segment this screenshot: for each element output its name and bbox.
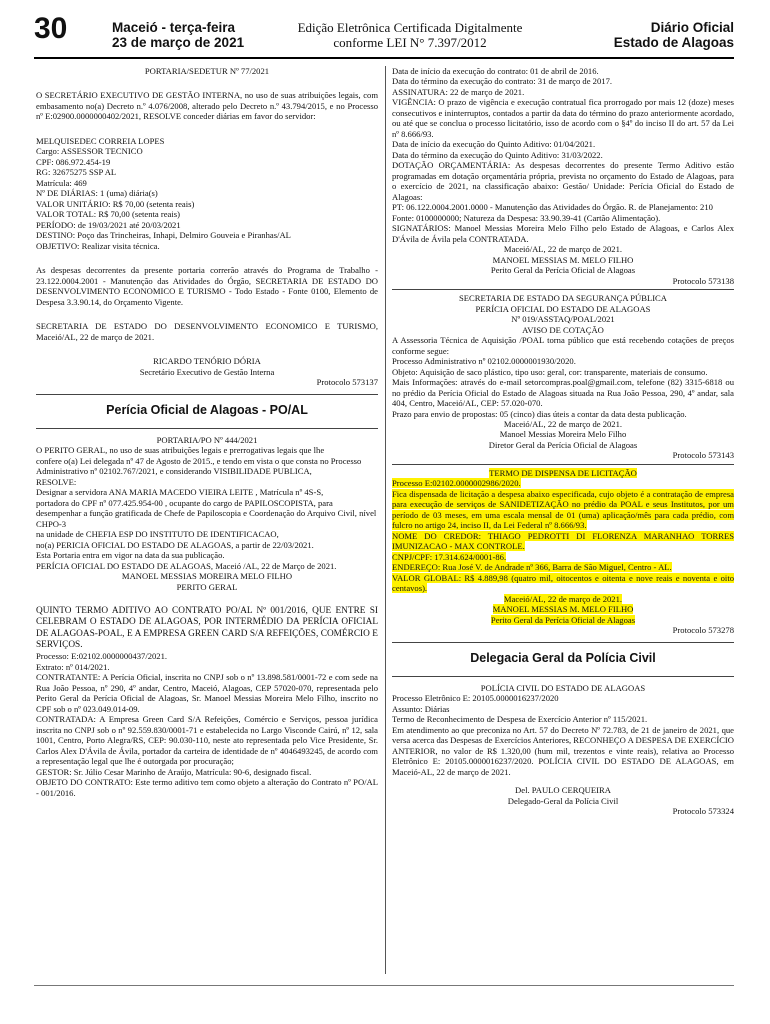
paragraph: Objeto: Aquisição de saco plástico, tipo uso: geral, cor: transparente, materiais de consumo. — [392, 366, 708, 377]
signature-name: MANOEL MESSIAS M. MELO FILHO — [492, 254, 634, 265]
article-title: PORTARIA/PO Nº 444/2021 — [156, 434, 258, 445]
text-line: Assunto: Diárias — [392, 703, 450, 714]
article-title: TERMO DE DISPENSA DE LICITAÇÃO — [489, 467, 637, 478]
text-line: na unidade de CHEFIA ESP DO INSTITUTO DE IDENTIFICACAO, — [36, 529, 279, 540]
article-divider — [392, 289, 734, 290]
section-heading: Perícia Oficial de Alagoas - PO/AL — [36, 394, 378, 429]
text-line: Matrícula: 469 — [36, 177, 87, 188]
text-line: portadora do CPF nº 077.425.954-00 , ocupante do cargo de PAPILOSCOPISTA, para desempenhar a função gratificada de Chefe de Papiloscopia e Coordenação do Arquivo Civil, nível CHPO-3 — [36, 497, 377, 529]
article-heading: Nº 019/ASSTAQ/POAL/2021 — [511, 314, 615, 325]
text-line: VALOR UNITÁRIO: R$ 70,00 (setenta reais) — [36, 198, 195, 209]
article-title: POLÍCIA CIVIL DO ESTADO DE ALAGOAS — [480, 682, 646, 693]
text-line: no(a) PERICIA OFICIAL DO ESTADO DE ALAGOAS, a partir de 22/03/2021. — [36, 539, 314, 550]
edition-note: Edição Eletrônica Certificada Digitalmente conforme LEI N° 7.397/2012 — [297, 20, 523, 50]
highlighted-text: CNPJ/CPF: 17.314.624/0001-86. — [392, 551, 507, 562]
signature-name: Manoel Messias Moreira Melo Filho — [499, 429, 627, 440]
text-line: GESTOR: Sr. Júlio Cesar Marinho de Araújo, Matrícula: 90-6, designado fiscal. — [36, 766, 312, 777]
highlighted-text: Fica dispensada de licitação a despesa abaixo especificada, cujo objeto é a contratação de empresa para execução de serviços de SANIDETIZAÇÃO no prédio da POAL e seus Institutos, por um período de 03 meses, em uma escala mensal de 01 (uma) aplicação/mês para cada prédio, com fulcro no artigo 24, inciso II, da Lei Federal nº 8.666/93. — [392, 488, 734, 531]
text-line: Esta Portaria entra em vigor na data da sua publicação. — [36, 550, 225, 561]
text-line: RESOLVE: — [36, 476, 77, 487]
article-title: PORTARIA/SEDETUR Nº 77/2021 — [144, 66, 270, 76]
article-title: QUINTO TERMO ADITIVO AO CONTRATO PO/AL Nº 001/2016, QUE ENTRE SI CELEBRAM O ESTADO DE ALAGOAS, POR INTERMÉDIO DA PERÍCIA OFICIAL DE ALAGOAS-POAL, E A EMPRESA GREEN CARD S/A REFEIÇÕES, COMÉRCIO E SERVIÇOS. — [36, 606, 378, 651]
highlighted-text: VALOR GLOBAL: R$ 4.889,98 (quatro mil, oitocentos e oitenta e nove reais e noventa e oito centavos). — [392, 572, 734, 594]
text-line: MELQUISEDEC CORREIA LOPES — [36, 135, 165, 146]
signature-role: PERITO GERAL — [176, 581, 238, 592]
termo-dispensa-licitacao — [392, 468, 734, 636]
protocol-number: Protocolo 573278 — [672, 625, 734, 636]
portaria-po — [36, 435, 378, 592]
paragraph: Prazo para envio de propostas: 05 (cinco) dias úteis a contar da data desta publicação. — [392, 408, 687, 419]
text-line: ASSINATURA: 22 de março de 2021. — [392, 86, 525, 97]
text-line: RG: 32675275 SSP AL — [36, 167, 117, 178]
text-line: Processo Administrativo nº 02102.0000001930/2020. — [392, 356, 576, 367]
paragraph: O SECRETÁRIO EXECUTIVO DE GESTÃO INTERNA, no uso de suas atribuições legais, com embasamento no(a) Decreto n.º 4.076/2008, alterado pelo Decreto n.º 43.794/2015, e no Processo nº E:02900.0000000402/2021, RESOLVE conceder diárias em favor do servidor: — [36, 90, 378, 122]
protocol-number: Protocolo 573324 — [672, 806, 734, 817]
text-line: PERÍCIA OFICIAL DO ESTADO DE ALAGOAS, Maceió /AL, 22 de Março de 2021. — [36, 560, 337, 571]
text-line: Data de início da execução do Quinto Aditivo: 01/04/2021. — [392, 139, 596, 150]
paragraph: A Assessoria Técnica de Aquisição /POAL torna público que está recebendo cotações de preços conforme segue: — [392, 335, 734, 356]
text-line: Fonte: 0100000000; Natureza da Despesa: 33.90.39-41 (Cartão Alimentação). — [392, 212, 661, 223]
text-line: OBJETIVO: Realizar visita técnica. — [36, 240, 160, 251]
protocol-number: Protocolo 573143 — [672, 450, 734, 461]
text-line: Data do término da execução do contrato: 31 de março de 2017. — [392, 76, 613, 87]
article-heading: AVISO DE COTAÇÃO — [522, 324, 604, 335]
column-divider — [385, 66, 386, 974]
right-column — [392, 66, 734, 817]
paragraph: SECRETARIA DE ESTADO DO DESENVOLVIMENTO ECONOMICO E TURISMO, Maceió/AL, 22 de março de 2021. — [36, 321, 378, 342]
page-header — [0, 0, 770, 62]
signature-name: MANOEL MESSIAS M. MELO FILHO — [492, 604, 634, 615]
text-line: O PERITO GERAL, no uso de suas atribuições legais e prerrogativas legais que lhe — [36, 445, 325, 456]
protocol-number: Protocolo 573137 — [316, 377, 378, 388]
signature-place: Maceió/AL, 22 de março de 2021. — [503, 244, 623, 255]
text-line: Processo: E:02102.0000000437/2021. — [36, 651, 168, 662]
paragraph: SIGNATÁRIOS: Manoel Messias Moreira Melo Filho pelo Estado de Alagoas, e Carlos Alex D'Ávila de Ávila pela CONTRATADA. — [392, 223, 734, 244]
text-line: VALOR TOTAL: R$ 70,00 (setenta reais) — [36, 209, 180, 220]
protocol-number: Protocolo 573138 — [672, 275, 734, 286]
highlighted-text: NOME DO CREDOR: THIAGO PEDROTTI DI FLORENZA MARANHAO TORRES IMUNIZACAO - MAX CONTROLE. — [392, 530, 734, 552]
aditivo-continuation — [392, 66, 734, 286]
text-line: Data do término da execução do Quinto Aditivo: 31/03/2022. — [392, 149, 603, 160]
aviso-de-cotacao — [392, 293, 734, 461]
signature-role: Diretor Geral da Perícia Oficial de Alagoas — [488, 439, 638, 450]
text-line: Cargo: ASSESSOR TECNICO — [36, 146, 143, 157]
highlighted-text: Processo E:02102.0000002986/2020. — [392, 478, 521, 489]
issue-date: Maceió - terça-feira 23 de março de 2021 — [112, 20, 245, 50]
paragraph: As despesas decorrentes da presente portaria correrão através do Programa de Trabalho - 23.122.0004.2001 - Manutenção das Atividades do Órgão, SECRETARIA DE ESTADO DO DESENVOLVIMENTO ECONOMICO E TURISMO - Todo Estado - Fonte 0100, Elemento de Despesa 3.3.90.14, do Orçamento Vigente. — [36, 265, 378, 307]
paragraph: DOTAÇÃO ORÇAMENTÁRIA: As despesas decorrentes do presente Termo Aditivo estão programadas em dotação orçamentária própria, prevista no orçamento do Estado de Alagoas, para o exercício de 2021, na classificação abaixo: Gestão/ Unidade: Perícia Oficial do Estado de Alagoas: — [392, 160, 734, 202]
signature-place: Maceió/AL, 22 de março de 2021. — [503, 593, 623, 604]
signature-role: Perito Geral da Perícia Oficial de Alagoas — [490, 265, 636, 276]
paragraph: PT: 06.122.0004.2001.0000 - Manutenção das Atividades do Órgão. R. de Planejamento: 210 — [392, 202, 713, 213]
quinto-termo-aditivo — [36, 606, 378, 798]
article-heading: SECRETARIA DE ESTADO DA SEGURANÇA PÚBLICA — [459, 293, 667, 304]
text-line: Designar a servidora ANA MARIA MACEDO VIEIRA LEITE , Matrícula nº 4S-S, — [36, 487, 324, 498]
text-line: CPF: 086.972.454-19 — [36, 156, 111, 167]
paragraph: OBJETO DO CONTRATO: Este termo aditivo tem como objeto a alteração do Contrato nº PO/AL - 001/2016. — [36, 777, 378, 798]
signature-role: Secretário Executivo de Gestão Interna — [139, 366, 275, 377]
text-line: PERÍODO: de 19/03/2021 até 20/03/2021 — [36, 219, 181, 230]
text-line: Nº DE DIÁRIAS: 1 (uma) diária(s) — [36, 188, 158, 199]
text-line: Extrato: nº 014/2021. — [36, 661, 110, 672]
paragraph: CONTRATANTE: A Perícia Oficial, inscrita no CNPJ sob o nº 13.898.581/0001-72 e com sede na Rua João Pessoa, nº 290, 4º andar, Centro, Maceió, Alagoas, CEP 57020-070, representada pelo Perito Geral da Perícia Oficial de Alagoas, Sr. Manoel Messias Moreira Melo Filho, inscrito no CPF sob o nº 023.049.014-09. — [36, 672, 378, 714]
text-line: DESTINO: Poço das Trincheiras, Inhapi, Delmiro Gouveia e Piranhas/AL — [36, 230, 291, 241]
text-line: Processo Eletrônico E: 20105.0000016237/2020 — [392, 693, 559, 704]
signature-role: Perito Geral da Perícia Oficial de Alagoas — [490, 614, 636, 625]
journal-title: Diário Oficial Estado de Alagoas — [613, 20, 734, 50]
portaria-sedetur — [36, 66, 378, 388]
signature-name: Del. PAULO CERQUEIRA — [515, 785, 611, 796]
footer-rule — [34, 985, 734, 986]
signature-name: RICARDO TENÓRIO DÓRIA — [153, 356, 261, 367]
text-line: confere o(a) Lei delegada nº 47 de Agosto de 2015., e tendo em vista o que consta no Processo Administrativo nº 02102.767/2021, e considerando VISIBILIDADE PUBLICA, — [36, 455, 362, 477]
signature-role: Delegado-Geral da Polícia Civil — [507, 795, 619, 806]
text-line: Data de início da execução do contrato: 01 de abril de 2016. — [392, 66, 599, 76]
paragraph: Em atendimento ao que preconiza no Art. 57 do Decreto Nº 72.783, de 21 de janeiro de 2021, que versa acerca das Despesas de Exercícios Anteriores, RECONHEÇO A DESPESA DE EXERCÍCIO ANTERIOR, no valor de R$ 1.320,00 (hum mil, trezentos e vinte reais), relativa ao Processo Eletrônico E: 20105.0000016237/2020. POLÍCIA CIVIL DO ESTADO DE ALAGOAS, em Maceió-AL, 22 de março de 2021. — [392, 724, 734, 777]
paragraph: VIGÊNCIA: O prazo de vigência e execução contratual fica prorrogado por mais 12 (doze) meses consecutivos e ininterruptos, contados a partir da data do término do prazo anteriormente acordado, ou até que se conclua o processo licitatório, isso de acordo com o §4º do inciso II do art. 57 da Lei nº 8.666/93. — [392, 97, 734, 139]
signature-name: MANOEL MESSIAS MOREIRA MELO FILHO — [121, 571, 293, 582]
paragraph: CONTRATADA: A Empresa Green Card S/A Refeições, Comércio e Serviços, pessoa jurídica inscrita no CNPJ sob o nº 92.559.830/0001-71 e estabelecida no Largo Visconde Cairú, nº 12, sala 1001, Centro, Porto Alegra/RS, CEP: 90.030-110, neste ato representada pelo Vice Presidente, Sr. Carlos Alex D'Ávila de Ávila, portador da carteira de identidade de nº 4046493245, de acordo com a representação legal que lhe é outorgada por procuração; — [36, 714, 378, 767]
page-number: 30 — [34, 12, 68, 45]
header-rule — [34, 57, 734, 59]
highlighted-text: ENDEREÇO: Rua José V. de Andrade nº 366, Barra de São Miguel, Centro - AL. — [392, 562, 672, 573]
text-line: Termo de Reconhecimento de Despesa de Exercício Anterior nº 115/2021. — [392, 714, 648, 725]
article-heading: PERÍCIA OFICIAL DO ESTADO DE ALAGOAS — [475, 303, 651, 314]
section-heading: Delegacia Geral da Polícia Civil — [392, 642, 734, 677]
paragraph: Mais Informações: através do e-mail setorcompras.poal@gmail.com, telefone (82) 3315-6818 ou no prédio da Perícia Oficial do Estado de Alagoas situada na Rua João Pessoa, 290, 4º andar, sala 404, Centro, Maceió/AL, CEP: 57.020-070. — [392, 377, 734, 409]
signature-place: Maceió/AL, 22 de março de 2021. — [503, 418, 623, 429]
article-divider — [392, 464, 734, 465]
policia-civil-reconhecimento — [392, 683, 734, 817]
left-column — [36, 66, 378, 798]
